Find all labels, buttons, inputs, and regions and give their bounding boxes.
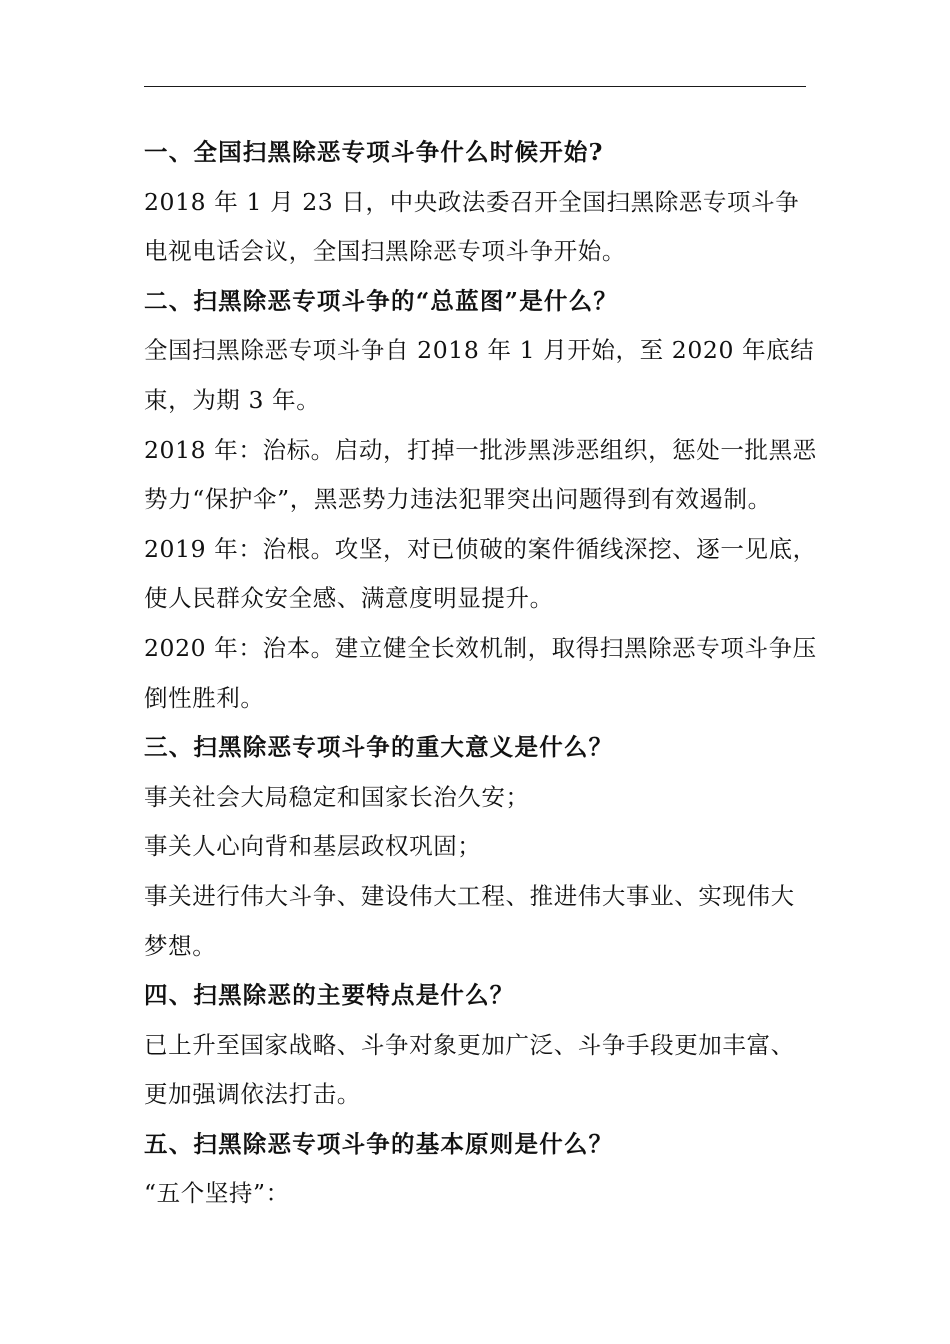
paragraph-line: 束，为期 3 年。 [144,385,321,414]
paragraph-line: 事关社会大局稳定和国家长治久安； [144,782,530,811]
paragraph-line: 势力“保护伞”，黑恶势力违法犯罪突出问题得到有效遏制。 [144,485,772,514]
paragraph-line: 更加强调依法打击。 [144,1080,361,1109]
paragraph-line: 事关进行伟大斗争、建设伟大工程、推进伟大事业、实现伟大 [144,881,795,910]
paragraph-line: 已上升至国家战略、斗争对象更加广泛、斗争手段更加丰富、 [144,1030,795,1059]
section-heading: 四、扫黑除恶的主要特点是什么？ [144,981,515,1010]
section-heading: 五、扫黑除恶专项斗争的基本原则是什么？ [144,1129,614,1158]
paragraph-line: 2020 年：治本。建立健全长效机制，取得扫黑除恶专项斗争压 [144,633,817,662]
paragraph-line: “五个坚持”： [144,1179,290,1208]
header-rule [144,86,806,87]
paragraph-line: 事关人心向背和基层政权巩固； [144,832,482,861]
paragraph-line: 梦想。 [144,931,217,960]
section-heading: 一、全国扫黑除恶专项斗争什么时候开始? [144,138,604,166]
paragraph-line: 电视电话会议，全国扫黑除恶专项斗争开始。 [144,237,626,266]
document-body [144,128,824,1219]
paragraph-line: 使人民群众安全感、满意度明显提升。 [144,584,554,613]
paragraph-line: 2018 年：治标。启动，打掉一批涉黑涉恶组织，惩处一批黑恶 [144,435,817,464]
paragraph-line: 2019 年：治根。攻坚，对已侦破的案件循线深挖、逐一见底， [144,534,817,563]
paragraph-line: 全国扫黑除恶专项斗争自 2018 年 1 月开始，至 2020 年底结 [144,336,815,365]
section-heading: 二、扫黑除恶专项斗争的“总蓝图”是什么？ [144,286,619,315]
paragraph-line: 2018 年 1 月 23 日，中央政法委召开全国扫黑除恶专项斗争 [144,187,800,216]
section-heading: 三、扫黑除恶专项斗争的重大意义是什么？ [144,733,614,762]
paragraph-line: 倒性胜利。 [144,683,265,712]
